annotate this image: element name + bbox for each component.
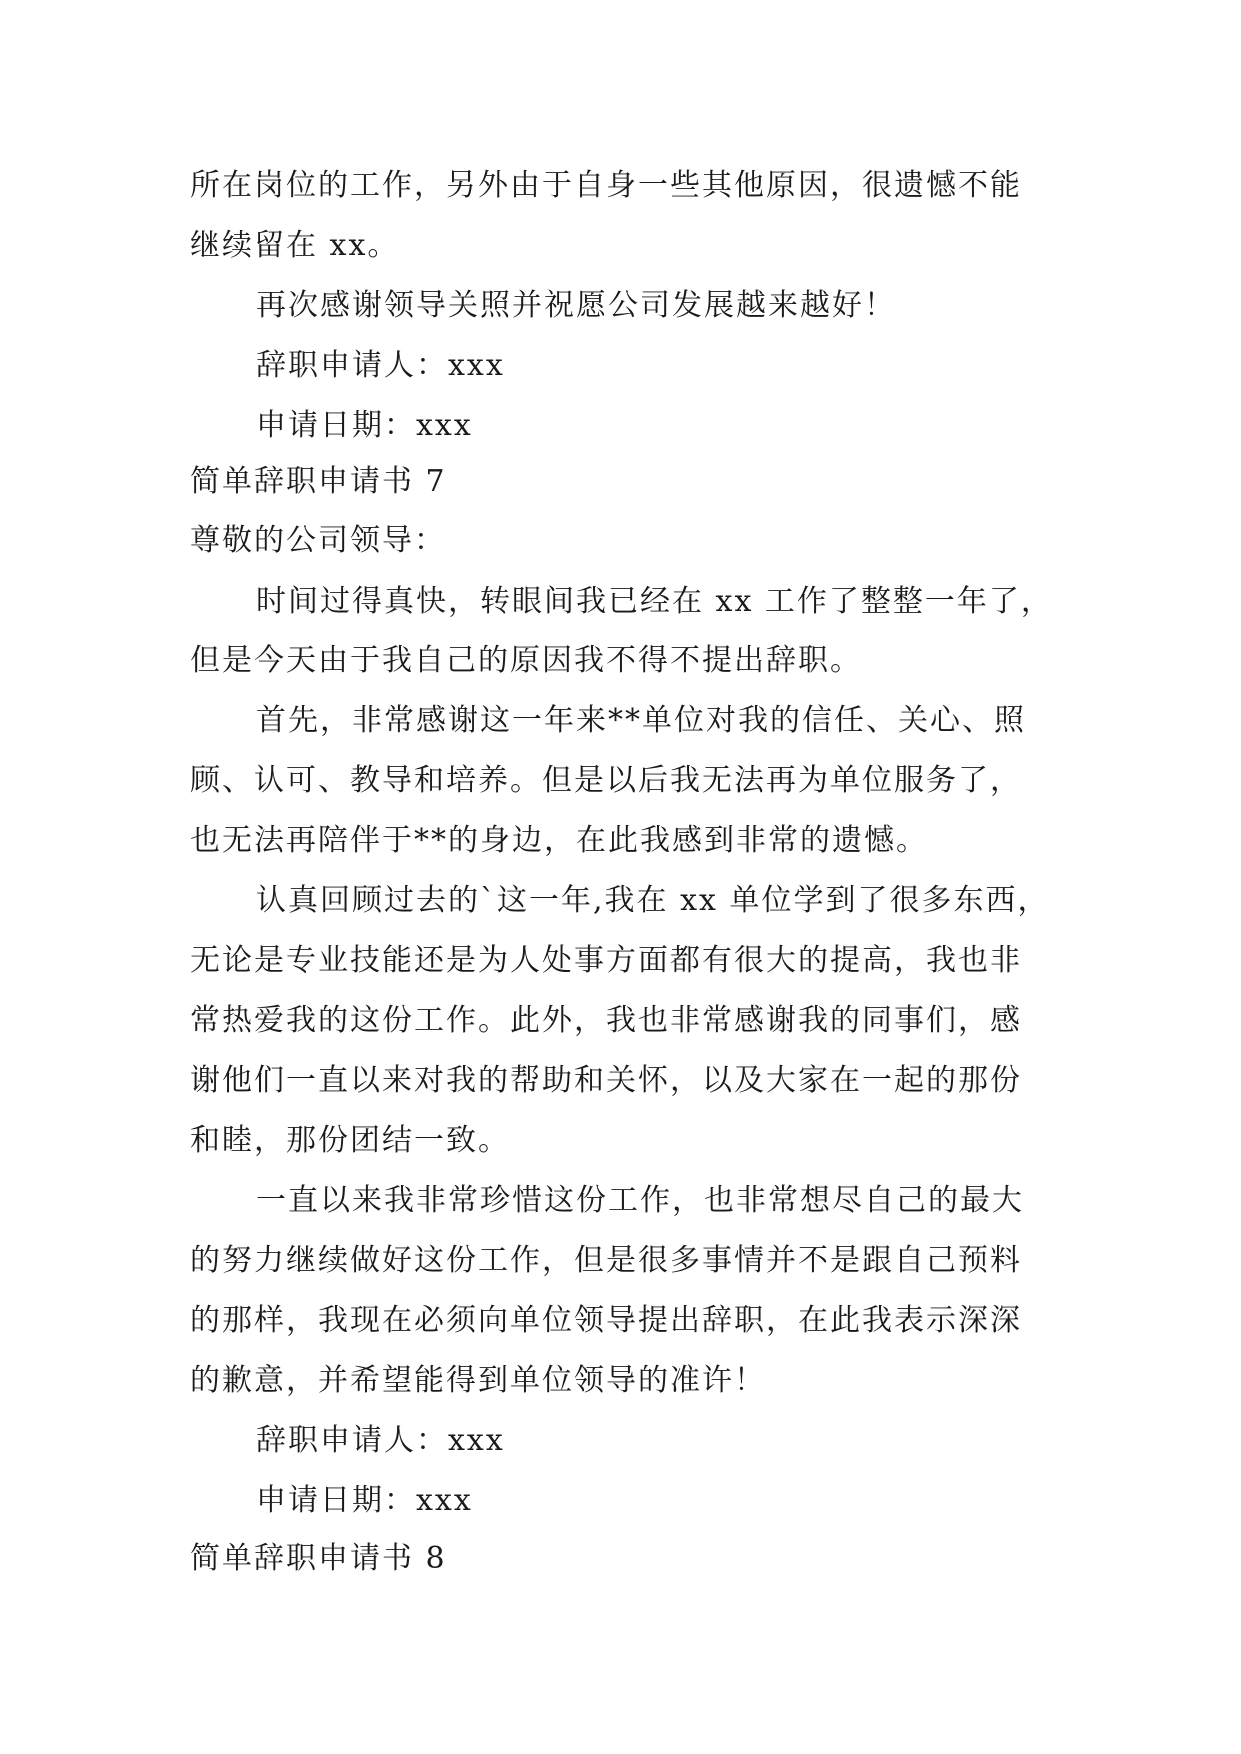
paragraph-line: 继续留在 xx。 <box>190 228 400 263</box>
paragraph-line: 认真回顾过去的`这一年,我在 xx 单位学到了很多东西， <box>256 883 1050 918</box>
signature-date: 申请日期：xxx <box>256 408 473 443</box>
paragraph-line: 无论是专业技能还是为人处事方面都有很大的提高，我也非 <box>190 943 1022 978</box>
paragraph-line: 时间过得真快，转眼间我已经在 xx 工作了整整一年了， <box>256 584 1053 619</box>
paragraph-line: 的歉意，并希望能得到单位领导的准许！ <box>190 1363 766 1398</box>
section-heading: 简单辞职申请书 7 <box>190 464 447 499</box>
paragraph-line: 谢他们一直以来对我的帮助和关怀，以及大家在一起的那份 <box>190 1063 1022 1098</box>
salutation: 尊敬的公司领导： <box>190 523 446 558</box>
paragraph-line: 首先，非常感谢这一年来**单位对我的信任、关心、照 <box>256 703 1026 738</box>
paragraph-line: 的努力继续做好这份工作，但是很多事情并不是跟自己预料 <box>190 1243 1022 1278</box>
paragraph-line: 和睦，那份团结一致。 <box>190 1123 510 1158</box>
signature-applicant: 辞职申请人：xxx <box>256 348 505 383</box>
paragraph-line: 常热爱我的这份工作。此外，我也非常感谢我的同事们，感 <box>190 1003 1022 1038</box>
paragraph-line: 也无法再陪伴于**的身边，在此我感到非常的遗憾。 <box>190 823 928 858</box>
signature-applicant: 辞职申请人：xxx <box>256 1423 505 1458</box>
paragraph-line: 但是今天由于我自己的原因我不得不提出辞职。 <box>190 643 862 678</box>
section-heading: 简单辞职申请书 8 <box>190 1541 447 1576</box>
paragraph-line: 顾、认可、教导和培养。但是以后我无法再为单位服务了， <box>190 763 1022 798</box>
signature-date: 申请日期：xxx <box>256 1483 473 1518</box>
paragraph-line: 一直以来我非常珍惜这份工作，也非常想尽自己的最大 <box>256 1183 1024 1218</box>
paragraph-line: 再次感谢领导关照并祝愿公司发展越来越好！ <box>256 288 896 323</box>
paragraph-line: 的那样，我现在必须向单位领导提出辞职，在此我表示深深 <box>190 1303 1022 1338</box>
paragraph-line: 所在岗位的工作，另外由于自身一些其他原因，很遗憾不能 <box>190 168 1022 203</box>
